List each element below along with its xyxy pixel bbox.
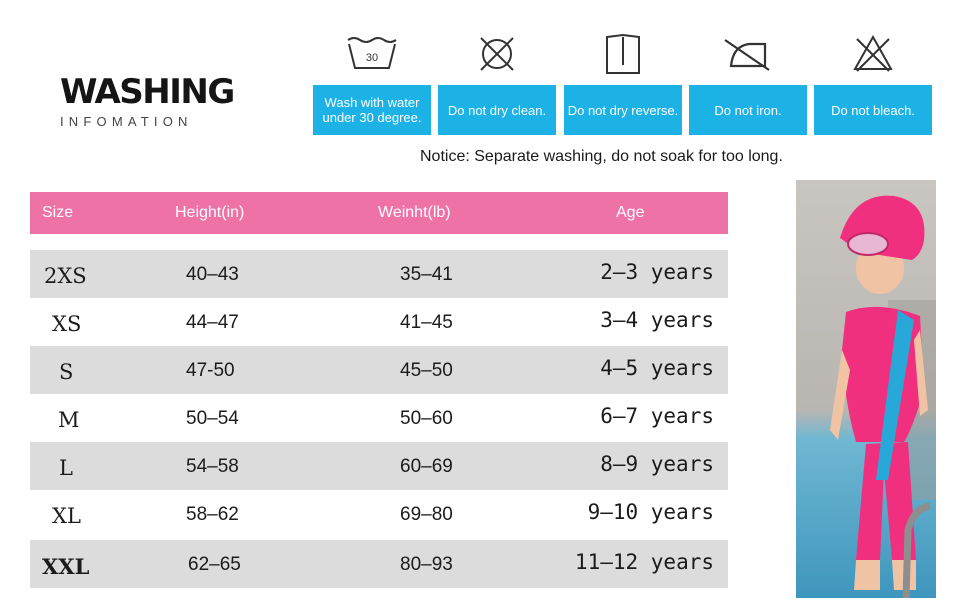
cell-weight: 35–41 [400,264,453,285]
wash-temperature: 30 [365,52,379,64]
table-row [30,490,728,538]
cell-height: 58–62 [186,504,239,525]
care-item-wash [313,28,431,125]
dry-reverse-icon [564,28,682,80]
cell-height: 47-50 [186,360,235,381]
no-dry-clean-icon [438,28,556,80]
cell-age: 9–10 years [587,500,714,524]
cell-age: 11–12 years [574,550,714,574]
care-label-dry-reverse: Do not dry reverse. [564,85,682,135]
cell-age: 3–4 years [600,308,714,332]
no-bleach-icon [814,28,932,80]
cell-weight: 50–60 [400,408,453,429]
cell-age: 2–3 years [600,260,714,284]
washing-info-logo [60,72,234,129]
logo-title: WASHING [60,72,234,112]
logo-subtitle: INFOMATION [60,114,193,129]
cell-weight: 80–93 [400,554,453,575]
cell-size: L [59,456,73,480]
product-photo [796,180,936,598]
cell-weight: 41–45 [400,312,453,333]
cell-age: 4–5 years [600,356,714,380]
care-item-dry-clean [438,28,556,118]
care-label-wash: Wash with water under 30 degree. [313,85,431,135]
table-row [30,298,728,346]
cell-age: 8–9 years [600,452,714,476]
header-age: Age [616,204,645,221]
cell-height: 50–54 [186,408,239,429]
table-row [30,250,728,298]
size-table-header [30,192,728,234]
header-weight: Weinht(lb) [378,204,451,221]
cell-size: 2XS [44,264,87,288]
cell-size: S [59,360,74,384]
header-size: Size [42,204,74,221]
cell-age: 6–7 years [600,404,714,428]
table-row [30,394,728,442]
care-item-iron [689,28,807,118]
cell-weight: 45–50 [400,360,453,381]
cell-height: 40–43 [186,264,239,285]
care-item-bleach [814,28,932,118]
cell-weight: 60–69 [400,456,453,477]
no-iron-icon [689,28,807,80]
care-label-iron: Do not iron. [689,85,807,135]
cell-weight: 69–80 [400,504,453,525]
wash-30-icon [313,28,431,80]
care-label-dry-clean: Do not dry clean. [438,85,556,135]
washing-notice: Notice: Separate washing, do not soak for too long. [420,148,783,165]
table-row [30,442,728,490]
care-item-dry-reverse [564,28,682,118]
cell-height: 54–58 [186,456,239,477]
table-row [30,346,728,394]
cell-height: 62–65 [188,554,241,575]
cell-size: XXL [42,554,90,579]
care-label-bleach: Do not bleach. [814,85,932,135]
cell-size: XS [52,312,82,336]
table-row [30,540,728,588]
cell-height: 44–47 [186,312,239,333]
cell-size: XL [52,504,81,528]
header-height: Height(in) [175,204,245,221]
cell-size: M [58,408,80,432]
